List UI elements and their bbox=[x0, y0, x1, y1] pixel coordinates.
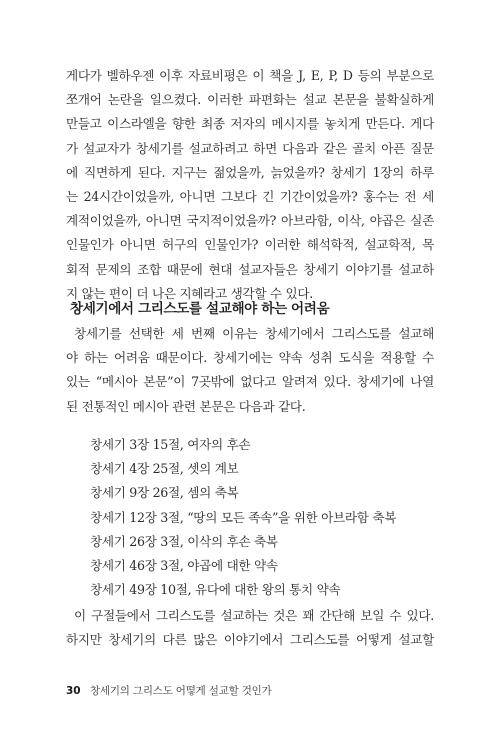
page-footer bbox=[66, 683, 272, 698]
text-line: 있는 “메시아 본문”이 7곳밖에 없다고 알려져 있다. 창세기에 나열 bbox=[66, 374, 434, 390]
body-paragraph-2 bbox=[66, 322, 434, 419]
text-line: 쪼개어 논란을 일으켰다. 이러한 파편화는 설교 본문을 불확실하게 bbox=[66, 92, 434, 108]
page-number: 30 bbox=[66, 685, 81, 697]
verse-item: 창세기 26장 3절, 이삭의 후손 축복 bbox=[90, 533, 278, 549]
text-line: 는 24시간이었을까, 아니면 그보다 긴 기간이었을까? 홍수는 전 세 bbox=[66, 189, 434, 205]
text-line: 이 구절들에서 그리스도를 설교하는 것은 꽤 간단해 보일 수 있다. bbox=[74, 608, 434, 623]
text-line: 야 하는 어려움 때문이다. 창세기에는 약속 성취 도식을 적용할 수 bbox=[66, 350, 434, 366]
text-line: 회적 문제의 조합 때문에 현대 설교자들은 창세기 이야기를 설교하 bbox=[66, 261, 434, 277]
verse-item: 창세기 46장 3절, 야곱에 대한 약속 bbox=[90, 558, 278, 574]
text-line: 계적이었을까, 아니면 국지적이었을까? 아브라함, 이삭, 야곱은 실존 bbox=[66, 213, 434, 229]
text-line: 지 않는 편이 더 나은 지혜라고 생각할 수 있다. bbox=[66, 285, 313, 301]
text-line: 된 전통적인 메시아 관련 본문은 다음과 같다. bbox=[66, 398, 306, 414]
verse-item: 창세기 12장 3절, “땅의 모든 족속”을 위한 아브라함 축복 bbox=[90, 509, 397, 525]
body-paragraph-3 bbox=[66, 604, 434, 652]
body-paragraph-1 bbox=[66, 64, 434, 306]
verse-item: 창세기 4장 25절, 셋의 계보 bbox=[90, 461, 239, 477]
running-title: 창세기의 그리스도 어떻게 설교할 것인가 bbox=[89, 685, 272, 697]
text-line: 게다가 벨하우젠 이후 자료비평은 이 책을 J, E, P, D 등의 부분으로 bbox=[66, 68, 434, 83]
text-line: 가 설교자가 창세기를 설교하려고 하면 다음과 같은 골치 아픈 질문 bbox=[66, 140, 434, 156]
verse-item: 창세기 9장 26절, 셈의 축복 bbox=[90, 485, 239, 501]
text-line: 에 직면하게 된다. 지구는 젊었을까, 늙었을까? 창세기 1장의 하루 bbox=[66, 164, 434, 180]
messianic-verse-list bbox=[90, 433, 396, 602]
text-line: 창세기를 선택한 세 번째 이유는 창세기에서 그리스도를 설교해 bbox=[74, 326, 434, 341]
verse-item: 창세기 49장 10절, 유다에 대한 왕의 통치 약속 bbox=[90, 582, 341, 598]
text-line: 만들고 이스라엘을 향한 최종 저자의 메시지를 놓치게 만든다. 게다 bbox=[66, 116, 434, 132]
section-heading: 창세기에서 그리스도를 설교해야 하는 어려움 bbox=[70, 301, 330, 317]
text-line: 인물인가 아니면 허구의 인물인가? 이러한 해석학적, 설교학적, 목 bbox=[66, 237, 434, 253]
text-line: 하지만 창세기의 다른 많은 이야기에서 그리스도를 어떻게 설교할 bbox=[66, 632, 434, 648]
verse-item: 창세기 3장 15절, 여자의 후손 bbox=[90, 437, 251, 452]
